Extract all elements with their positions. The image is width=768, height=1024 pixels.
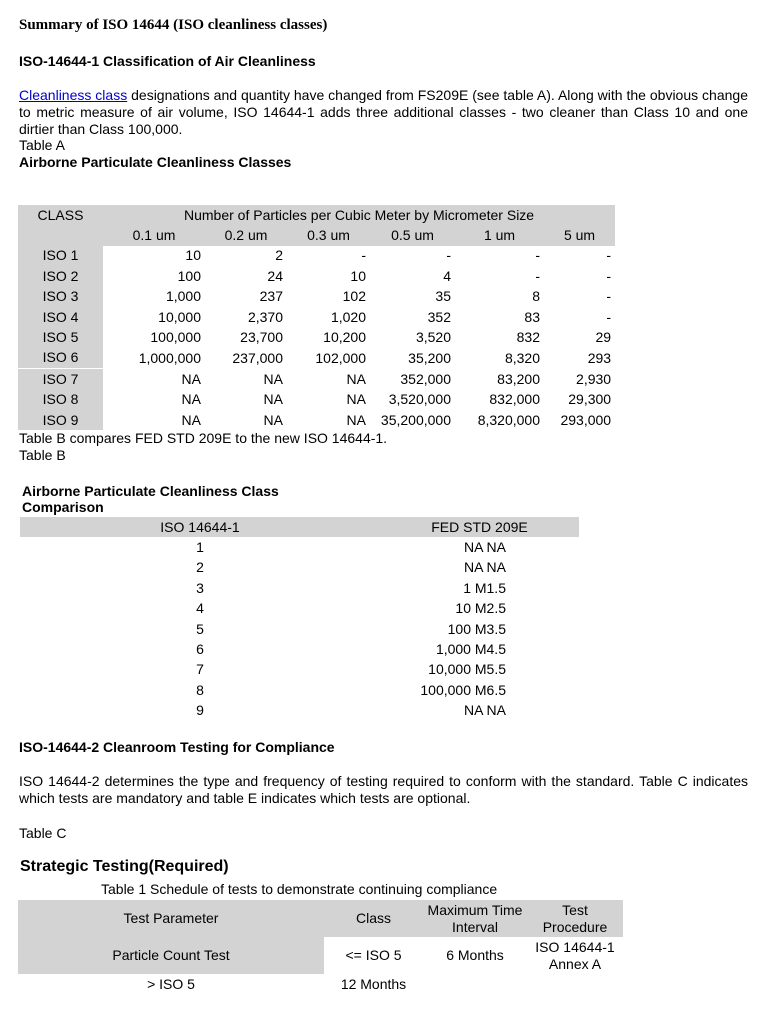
class-cell: ISO 4 — [18, 307, 103, 327]
section-heading-iso-14644-2: ISO-14644-2 Cleanroom Testing for Compliance — [19, 739, 335, 755]
section-heading-iso-14644-1: ISO-14644-1 Classification of Air Cleanliness — [19, 53, 316, 69]
table-c-label: Table C — [19, 825, 67, 841]
table-a-span-header: Number of Particles per Cubic Meter by Micrometer Size — [103, 205, 615, 225]
class-cell: ISO 2 — [18, 266, 103, 286]
fed-class-cell: 1,000 M4.5 — [435, 641, 506, 658]
table-a-size-row — [18, 225, 615, 245]
value-cell: 83,200 — [497, 370, 540, 387]
value-cell: 3,520 — [415, 329, 451, 346]
value-cell: 237 — [259, 288, 283, 305]
iso-class-cell: 4 — [196, 600, 204, 617]
value-cell: - — [535, 247, 540, 264]
header-test-parameter: Test Parameter — [18, 900, 324, 937]
value-cell: 1,000 — [165, 288, 201, 305]
value-cell: NA — [263, 391, 283, 408]
header-test-procedure: Test Procedure — [527, 900, 623, 937]
value-cell: 29 — [595, 329, 612, 346]
table-row — [20, 680, 579, 700]
table-b-label: Table B — [19, 447, 66, 463]
value-cell: 23,700 — [240, 329, 283, 346]
size-header: 0.5 um — [370, 225, 455, 245]
value-cell: 2,370 — [247, 308, 283, 325]
value-cell: 35,200 — [408, 349, 451, 366]
value-cell: 832 — [516, 329, 540, 346]
size-header: 0.3 um — [287, 225, 370, 245]
fed-class-cell: NA NA — [463, 702, 506, 719]
value-cell: NA — [263, 370, 283, 387]
value-cell: 1,000,000 — [138, 349, 201, 366]
table-row — [20, 537, 579, 557]
size-header: 0.2 um — [205, 225, 287, 245]
value-cell: 352 — [427, 308, 451, 325]
interval-cell: 6 Months — [446, 947, 504, 963]
fed-class-cell: 1 M1.5 — [463, 579, 506, 596]
value-cell: 3,520,000 — [388, 391, 451, 408]
table-row — [18, 937, 623, 974]
size-header: 5 um — [544, 225, 615, 245]
table-b-intro: Table B compares FED STD 209E to the new ISO 14644-1. — [19, 430, 388, 446]
value-cell: 100,000 — [150, 329, 201, 346]
class-cell: > ISO 5 — [147, 975, 195, 992]
table-b-header-fed: FED STD 209E — [380, 517, 579, 537]
table-b-header-iso: ISO 14644-1 — [20, 517, 380, 537]
table-row — [20, 599, 579, 619]
iso-class-cell: 8 — [196, 681, 204, 698]
empty-cell — [423, 974, 527, 994]
value-cell: 2,930 — [576, 370, 612, 387]
value-cell: - — [446, 247, 451, 264]
table-row — [20, 619, 579, 639]
table-row — [18, 307, 615, 327]
iso-class-cell: 7 — [196, 661, 204, 678]
section2-paragraph: ISO 14644-2 determines the type and frequency of testing required to conform with the standard. Table C indicates which tests are mandatory and table E indicates which tests are optional. — [19, 773, 748, 806]
value-cell: 10,200 — [323, 329, 366, 346]
value-cell: 352,000 — [400, 370, 451, 387]
size-header: 1 um — [455, 225, 544, 245]
fed-class-cell: 100 M3.5 — [447, 620, 506, 637]
schedule-caption: Table 1 Schedule of tests to demonstrate continuing compliance — [101, 881, 498, 897]
value-cell: 8,320,000 — [477, 411, 540, 428]
table-b-comparison — [20, 517, 579, 721]
value-cell: 10,000 — [158, 308, 201, 325]
table-c-header-row — [18, 900, 623, 937]
size-header: 0.1 um — [103, 225, 205, 245]
cleanliness-class-link[interactable]: Cleanliness class — [19, 87, 128, 103]
table-a-cleanliness-classes — [18, 205, 615, 430]
table-row — [18, 974, 623, 994]
iso-class-cell: 3 — [196, 579, 204, 596]
table-b-title-line: Airborne Particulate Cleanliness Class — [22, 483, 279, 499]
value-cell: 102 — [342, 288, 366, 305]
value-cell: 35,200,000 — [380, 411, 451, 428]
table-row — [18, 266, 615, 286]
class-cell: ISO 3 — [18, 287, 103, 307]
value-cell: 10 — [350, 267, 366, 284]
iso-class-cell: 9 — [196, 702, 204, 719]
class-cell: ISO 5 — [18, 327, 103, 347]
table-b-title-line: Comparison — [22, 499, 104, 515]
value-cell: - — [606, 288, 612, 305]
fed-class-cell: 100,000 M6.5 — [420, 681, 506, 698]
intro-text: designations and quantity have changed from FS209E (see table A). Along with the obvious change to metric measure of air volume, ISO 14644-1 adds three additional classes - two cleaner than Class 10 and one dirtier than Class 100,000. — [19, 87, 748, 137]
table-c-test-schedule — [18, 900, 623, 994]
intro-paragraph — [19, 87, 748, 138]
class-cell: ISO 6 — [18, 348, 103, 369]
header-class: Class — [324, 900, 423, 937]
value-cell: - — [606, 247, 612, 264]
table-row — [20, 701, 579, 721]
table-b-title — [22, 483, 279, 515]
iso-class-cell: 1 — [196, 539, 204, 556]
table-row — [18, 287, 615, 307]
class-cell: <= ISO 5 — [345, 947, 402, 963]
interval-cell: 12 Months — [340, 975, 407, 992]
value-cell: 29,300 — [568, 391, 612, 408]
value-cell: 35 — [435, 288, 451, 305]
value-cell: 4 — [443, 267, 451, 284]
table-row — [20, 558, 579, 578]
header-max-interval: Maximum Time Interval — [423, 900, 527, 937]
procedure-cell: ISO 14644-1 Annex A — [535, 938, 615, 972]
value-cell: 83 — [524, 308, 540, 325]
table-row — [18, 327, 615, 347]
table-row — [18, 348, 615, 369]
value-cell: - — [535, 267, 540, 284]
table-a-class-header: CLASS — [18, 205, 103, 225]
table-a-empty-cell — [18, 225, 103, 245]
document-title: Summary of ISO 14644 (ISO cleanliness classes) — [19, 17, 328, 33]
value-cell: - — [606, 267, 612, 284]
value-cell: 2 — [275, 247, 283, 264]
value-cell: 1,020 — [330, 308, 366, 325]
value-cell: NA — [181, 370, 201, 387]
value-cell: 237,000 — [232, 349, 283, 366]
strategic-testing-heading: Strategic Testing(Required) — [20, 858, 229, 875]
empty-cell — [527, 974, 623, 994]
class-cell: ISO 9 — [18, 410, 103, 430]
table-row — [20, 639, 579, 659]
table-row — [18, 246, 615, 266]
value-cell: NA — [346, 370, 366, 387]
value-cell: 102,000 — [315, 349, 366, 366]
value-cell: NA — [263, 411, 283, 428]
fed-class-cell: 10 M2.5 — [455, 600, 506, 617]
iso-class-cell: 6 — [196, 641, 204, 658]
value-cell: NA — [181, 411, 201, 428]
table-row — [18, 390, 615, 410]
test-parameter-cell: Particle Count Test — [18, 937, 324, 974]
class-cell: ISO 7 — [18, 369, 103, 390]
iso-class-cell: 5 — [196, 620, 204, 637]
value-cell: - — [606, 308, 612, 325]
table-row — [20, 578, 579, 598]
value-cell: 832,000 — [489, 391, 540, 408]
table-a-header-row — [18, 205, 615, 225]
value-cell: NA — [181, 391, 201, 408]
table-a-label: Table A — [19, 137, 65, 153]
class-cell: ISO 1 — [18, 246, 103, 266]
table-a-title: Airborne Particulate Cleanliness Classes — [19, 154, 292, 170]
fed-class-cell: 10,000 M5.5 — [428, 661, 506, 678]
value-cell: 293,000 — [560, 411, 612, 428]
table-row — [18, 410, 615, 430]
value-cell: 24 — [267, 267, 283, 284]
value-cell: NA — [346, 411, 366, 428]
fed-class-cell: NA NA — [463, 539, 506, 556]
table-row — [20, 660, 579, 680]
table-b-header-row — [20, 517, 579, 537]
value-cell: 10 — [185, 247, 201, 264]
value-cell: - — [361, 247, 366, 264]
table-row — [18, 369, 615, 390]
iso-class-cell: 2 — [196, 559, 204, 576]
value-cell: 293 — [587, 349, 612, 366]
value-cell: 8 — [532, 288, 540, 305]
fed-class-cell: NA NA — [463, 559, 506, 576]
value-cell: 8,320 — [504, 349, 540, 366]
class-cell: ISO 8 — [18, 390, 103, 410]
value-cell: 100 — [177, 267, 201, 284]
value-cell: NA — [346, 391, 366, 408]
